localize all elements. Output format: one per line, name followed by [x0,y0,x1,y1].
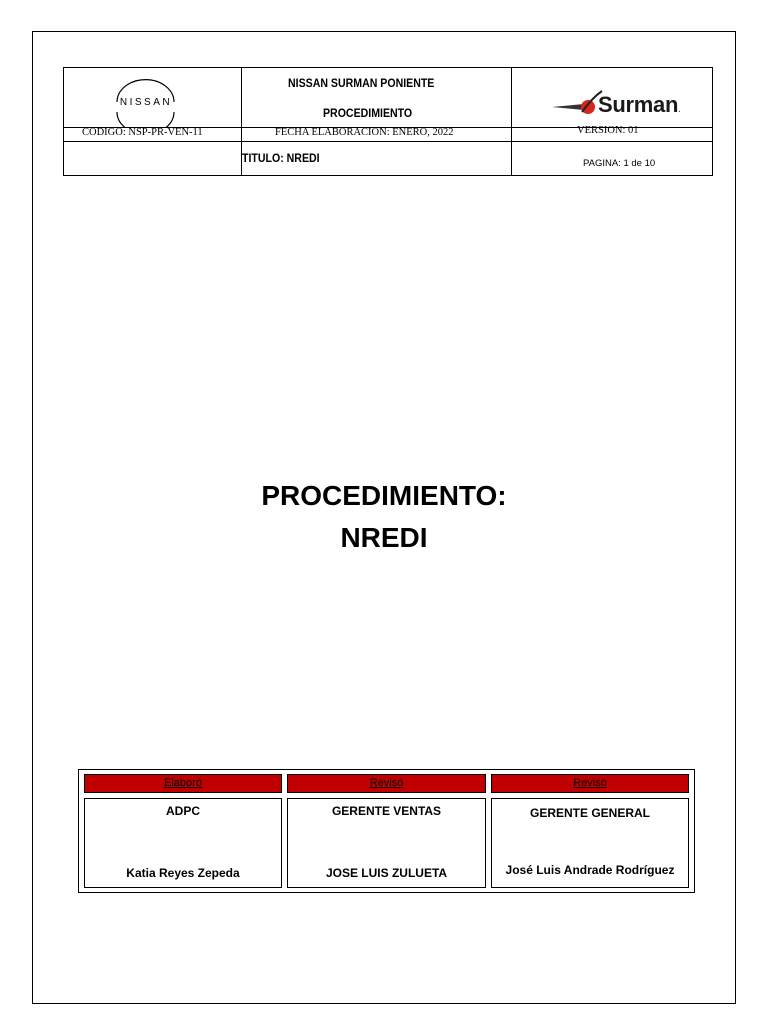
main-title-line-2: NREDI [340,522,428,553]
signature-role: ADPC [165,804,200,818]
signature-role: GERENTE VENTAS [331,804,442,818]
signature-name: JOSE LUIS ZULUETA [325,866,448,880]
signature-header-elaboro: Elaboró [84,774,282,793]
signature-header-reviso: Revisó [491,774,689,793]
page-number: PAGINA: 1 de 10 [583,158,656,169]
document-code: CODIGO: NSP-PR-VEN-11 [82,127,203,138]
elaboration-date: FECHA ELABORACION: ENERO, 2022 [275,127,454,138]
company-name: NISSAN SURMAN PONIENTE [288,78,435,90]
document-version: VERSION: 01 [577,125,639,136]
signature-cell [287,798,486,888]
signature-header-reviso: Revisó [287,774,486,793]
surman-logo-text: Surman. [598,92,681,117]
nissan-logo-text: NISSAN [119,97,173,108]
main-title-line-1: PROCEDIMIENTO: [261,480,507,511]
document-type: PROCEDIMIENTO [323,108,413,120]
signature-cell [491,798,689,888]
signature-cell [84,798,282,888]
header-divider [511,67,512,176]
document-title: TITULO: NREDI [242,153,320,165]
signature-name: José Luis Andrade Rodríguez [505,863,675,877]
header-divider [63,141,713,142]
signature-role: GERENTE GENERAL [529,806,650,820]
signature-name: Katia Reyes Zepeda [126,866,240,880]
